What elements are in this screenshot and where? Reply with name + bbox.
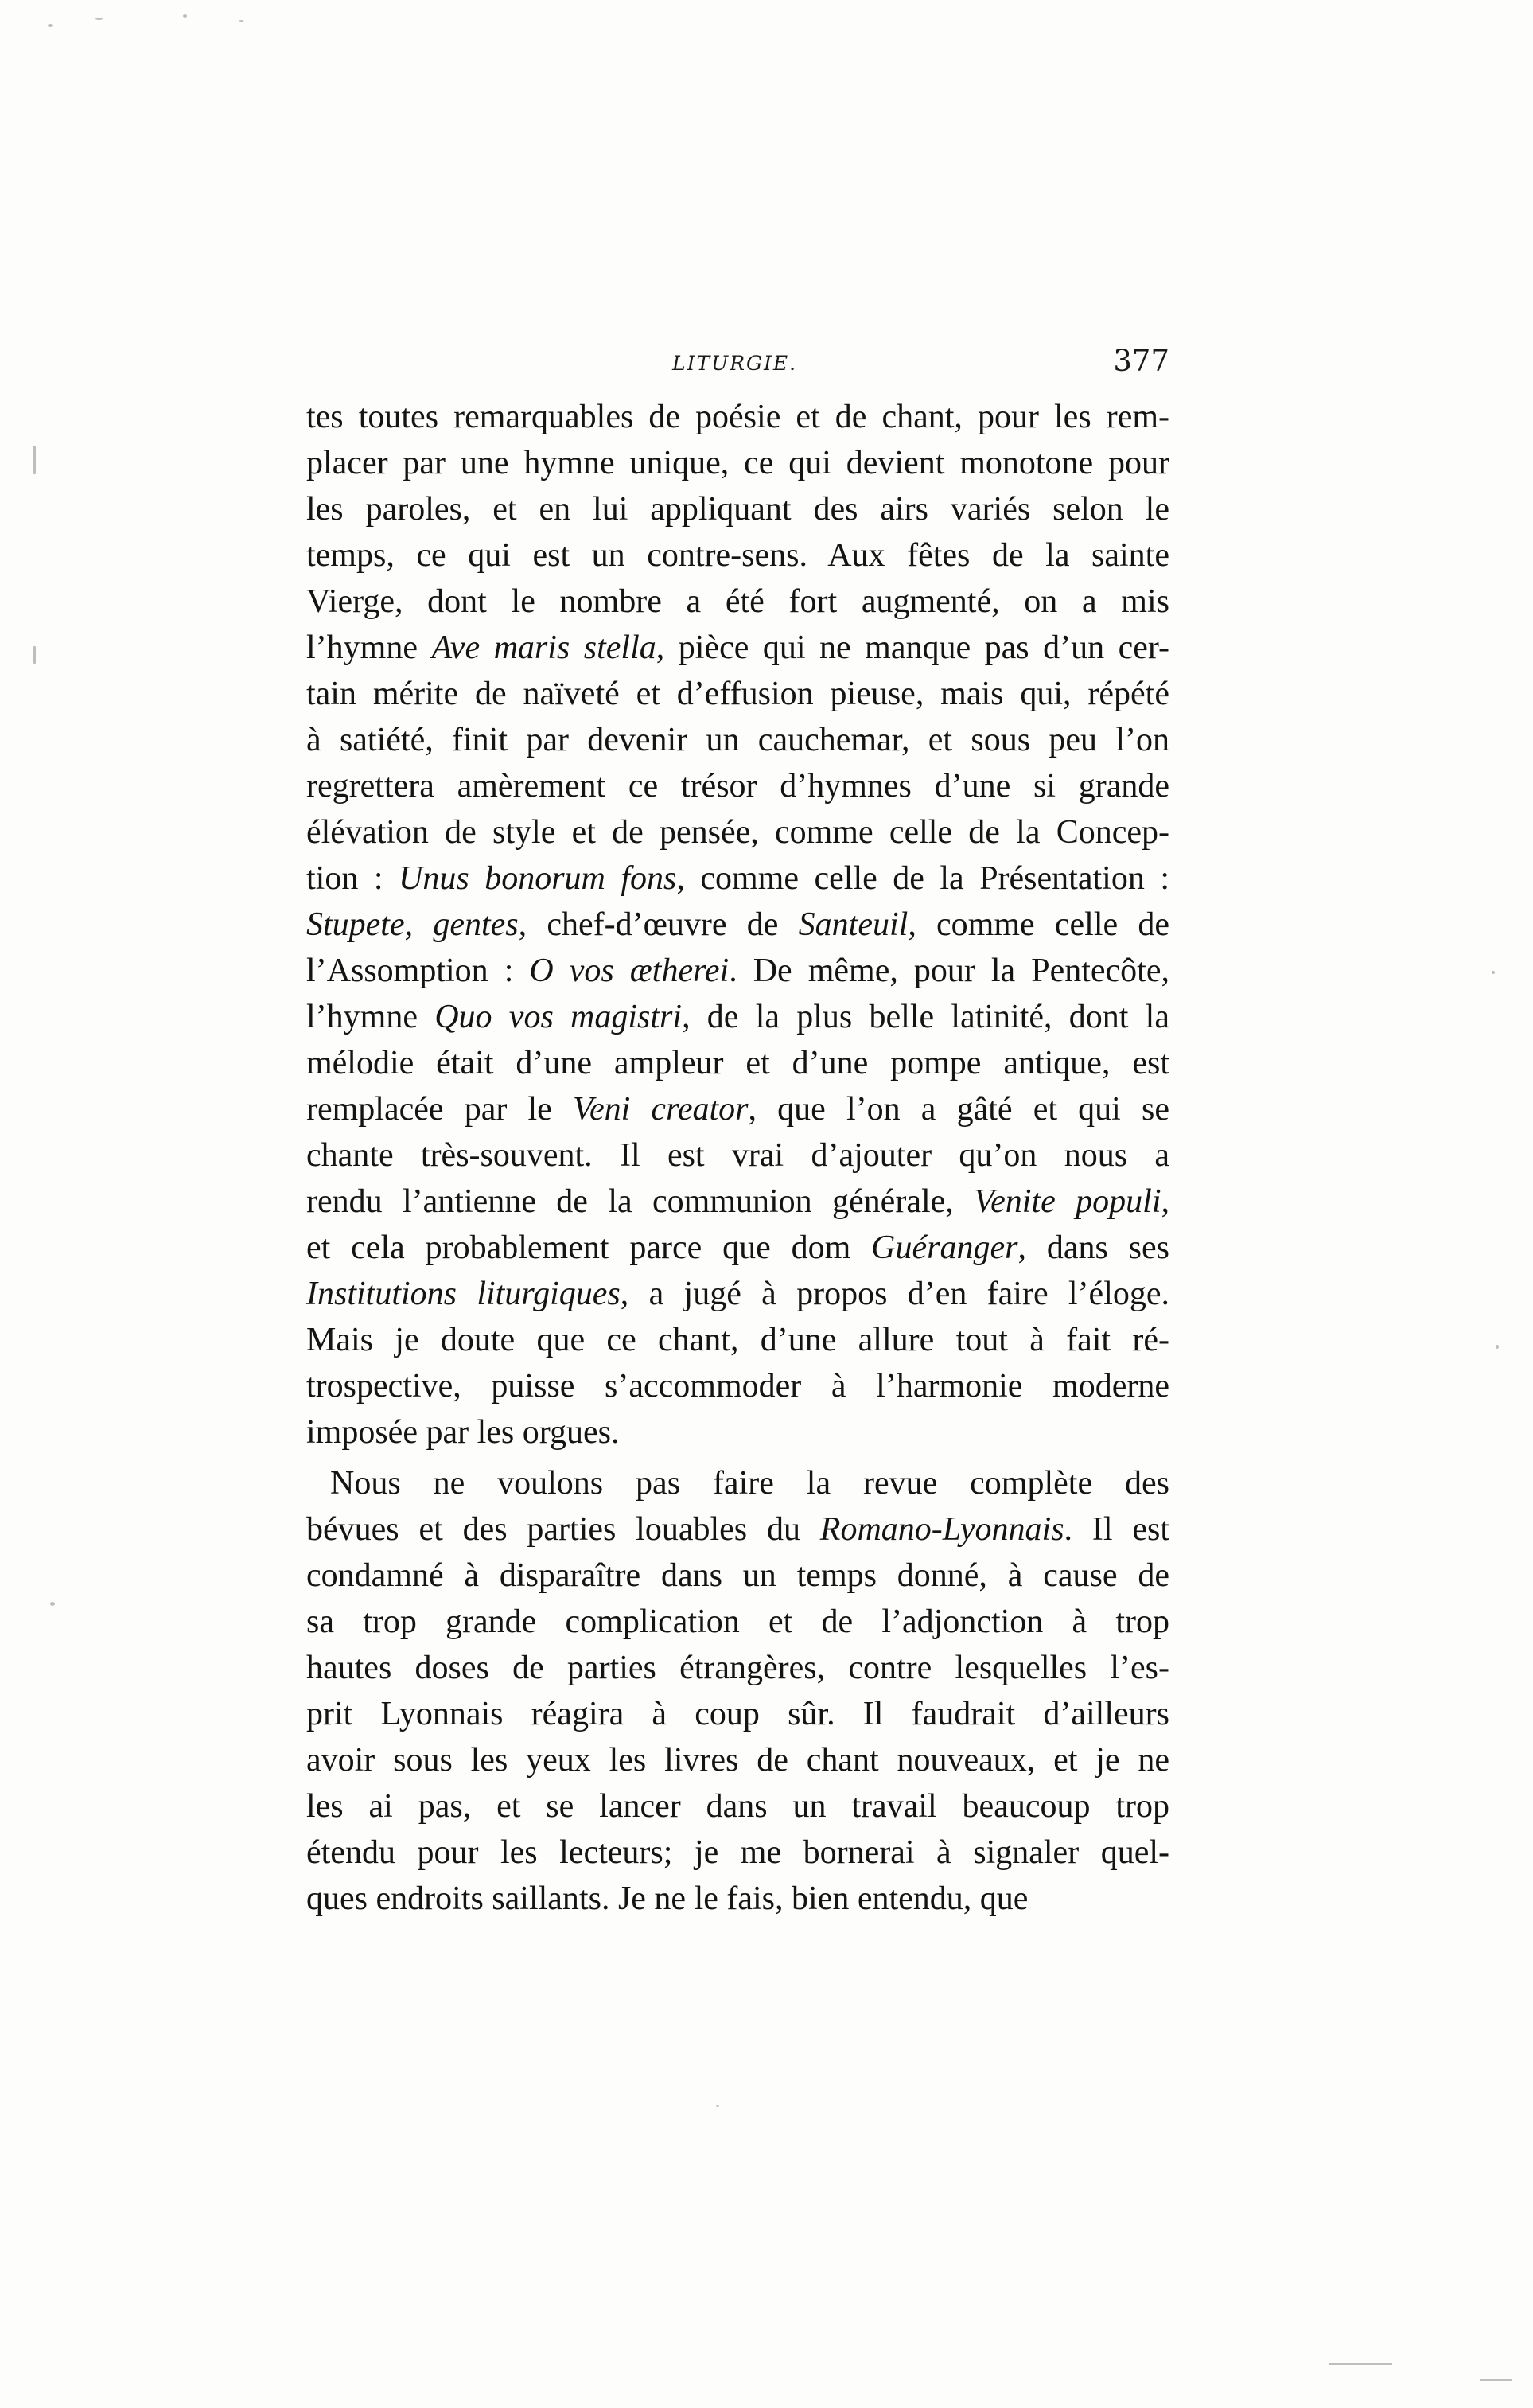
text-line xyxy=(306,671,1169,717)
text-run: condamné à disparaître dans un temps donné, à cause de xyxy=(306,1557,1169,1594)
text-line xyxy=(306,1040,1169,1086)
text-run: Mais je doute que ce chant, d’une allure tout à fait ré- xyxy=(306,1322,1169,1358)
page-header xyxy=(306,344,1169,392)
text-run: tain mérite de naïveté et d’effusion pieuse, mais qui, répété xyxy=(306,676,1169,712)
text-run: . Il est xyxy=(1064,1511,1170,1548)
text-run: sa trop grande complication et de l’adjonction à trop xyxy=(306,1603,1169,1640)
scan-speck xyxy=(239,20,244,22)
text-run: bévues et des parties louables du xyxy=(306,1511,820,1548)
text-run: Vierge, dont le nombre a été fort augmenté, on a mis xyxy=(306,583,1169,620)
text-line xyxy=(306,1409,1169,1455)
text-run: temps, ce qui est un contre-sens. Aux fêtes de la sainte xyxy=(306,537,1169,574)
italic-text: Veni creator xyxy=(572,1091,749,1128)
text-run: et cela probablement parce que dom xyxy=(306,1229,872,1266)
text-line xyxy=(306,1317,1169,1363)
text-run: trospective, puisse s’accommoder à l’harmonie moderne xyxy=(306,1368,1169,1405)
text-run: , pièce qui ne manque pas d’un cer- xyxy=(656,629,1170,666)
text-line xyxy=(306,1271,1169,1317)
text-line xyxy=(306,440,1169,486)
scan-speck xyxy=(183,14,187,18)
italic-text: Stupete, gentes xyxy=(306,906,519,943)
text-run: , de la plus belle latinité, dont la xyxy=(682,999,1169,1035)
text-run: , comme celle de la Présentation : xyxy=(676,860,1169,897)
text-run: les paroles, et en lui appliquant des airs variés selon le xyxy=(306,491,1169,528)
running-head: LITURGIE. xyxy=(672,352,798,375)
body-text xyxy=(306,394,1169,1922)
text-line xyxy=(306,1132,1169,1179)
page-number: 377 xyxy=(1113,344,1169,378)
text-line xyxy=(306,994,1169,1040)
text-run: , chef-d’œuvre de xyxy=(518,906,799,943)
italic-text: O vos ætherei xyxy=(529,953,730,989)
text-run: remplacée par le xyxy=(306,1091,573,1128)
text-run: imposée par les orgues. xyxy=(306,1414,620,1451)
text-run: , dans ses xyxy=(1017,1229,1169,1266)
scan-speck xyxy=(1496,1345,1499,1349)
text-run: l’hymne xyxy=(306,629,432,666)
text-line xyxy=(306,1691,1169,1737)
text-run: les ai pas, et se lancer dans un travail beaucoup trop xyxy=(306,1788,1169,1825)
scan-speck xyxy=(1480,2379,1512,2381)
text-run: regrettera amèrement ce trésor d’hymnes d’une si grande xyxy=(306,768,1169,805)
text-run: Nous ne voulons pas faire la revue complète des xyxy=(330,1465,1169,1502)
text-line xyxy=(306,579,1169,625)
text-line xyxy=(306,1225,1169,1271)
italic-text: Ave maris stella xyxy=(431,629,656,666)
text-line xyxy=(306,855,1169,902)
text-line xyxy=(306,948,1169,994)
text-line xyxy=(306,1829,1169,1876)
text-run: ques endroits saillants. Je ne le fais, bien entendu, que xyxy=(306,1880,1029,1917)
text-run: , xyxy=(1161,1183,1169,1220)
text-line xyxy=(306,1506,1169,1553)
text-run: tes toutes remarquables de poésie et de chant, pour les rem- xyxy=(306,399,1169,435)
italic-text: Romano-Lyonnais xyxy=(819,1511,1064,1548)
text-run: prit Lyonnais réagira à coup sûr. Il faudrait d’ailleurs xyxy=(306,1696,1169,1732)
text-line xyxy=(306,1179,1169,1225)
text-run: l’hymne xyxy=(306,999,435,1035)
italic-text: Unus bonorum fons xyxy=(399,860,677,897)
text-line xyxy=(306,394,1169,440)
text-line xyxy=(306,1783,1169,1829)
text-line xyxy=(306,763,1169,809)
text-run: étendu pour les lecteurs; je me bornerai à signaler quel- xyxy=(306,1834,1169,1871)
scan-speck xyxy=(33,646,36,664)
text-line xyxy=(306,1737,1169,1783)
text-run: . De même, pour la Pentecôte, xyxy=(729,953,1169,989)
scan-speck xyxy=(716,2105,719,2107)
text-run: , comme celle de xyxy=(908,906,1170,943)
italic-text: Institutions liturgiques xyxy=(306,1276,621,1312)
scan-speck xyxy=(95,18,103,20)
text-run: mélodie était d’une ampleur et d’une pompe antique, est xyxy=(306,1045,1169,1081)
text-line xyxy=(306,486,1169,532)
text-line xyxy=(306,1599,1169,1645)
italic-text: Santeuil xyxy=(798,906,909,943)
text-run: tion : xyxy=(306,860,399,897)
text-line xyxy=(306,1645,1169,1691)
text-line xyxy=(306,1363,1169,1409)
scan-speck xyxy=(50,1602,55,1606)
scan-speck xyxy=(33,446,36,474)
text-line xyxy=(306,532,1169,579)
text-line xyxy=(306,1460,1169,1506)
text-run: chante très-souvent. Il est vrai d’ajouter qu’on nous a xyxy=(306,1137,1169,1174)
text-run: , a jugé à propos d’en faire l’éloge. xyxy=(620,1276,1169,1312)
text-line xyxy=(306,809,1169,855)
text-run: à satiété, finit par devenir un cauchemar, et sous peu l’on xyxy=(306,722,1169,758)
scan-speck xyxy=(48,24,53,27)
text-line xyxy=(306,717,1169,763)
text-line xyxy=(306,1086,1169,1132)
text-run: avoir sous les yeux les livres de chant nouveaux, et je ne xyxy=(306,1742,1169,1779)
text-run: , que l’on a gâté et qui se xyxy=(748,1091,1169,1128)
italic-text: Quo vos magistri xyxy=(434,999,683,1035)
text-line xyxy=(306,625,1169,671)
scan-speck xyxy=(1492,971,1495,974)
text-line xyxy=(306,902,1169,948)
text-run: hautes doses de parties étrangères, contre lesquelles l’es- xyxy=(306,1650,1169,1686)
italic-text: Guéranger xyxy=(871,1229,1018,1266)
text-run: placer par une hymne unique, ce qui devient monotone pour xyxy=(306,445,1169,481)
text-run: rendu l’antienne de la communion générale, xyxy=(306,1183,975,1220)
text-run: élévation de style et de pensée, comme celle de la Concep- xyxy=(306,814,1169,851)
italic-text: Venite populi xyxy=(974,1183,1161,1220)
text-line xyxy=(306,1553,1169,1599)
scan-speck xyxy=(1329,2363,1392,2365)
text-run: l’Assomption : xyxy=(306,953,530,989)
text-line xyxy=(306,1876,1169,1922)
